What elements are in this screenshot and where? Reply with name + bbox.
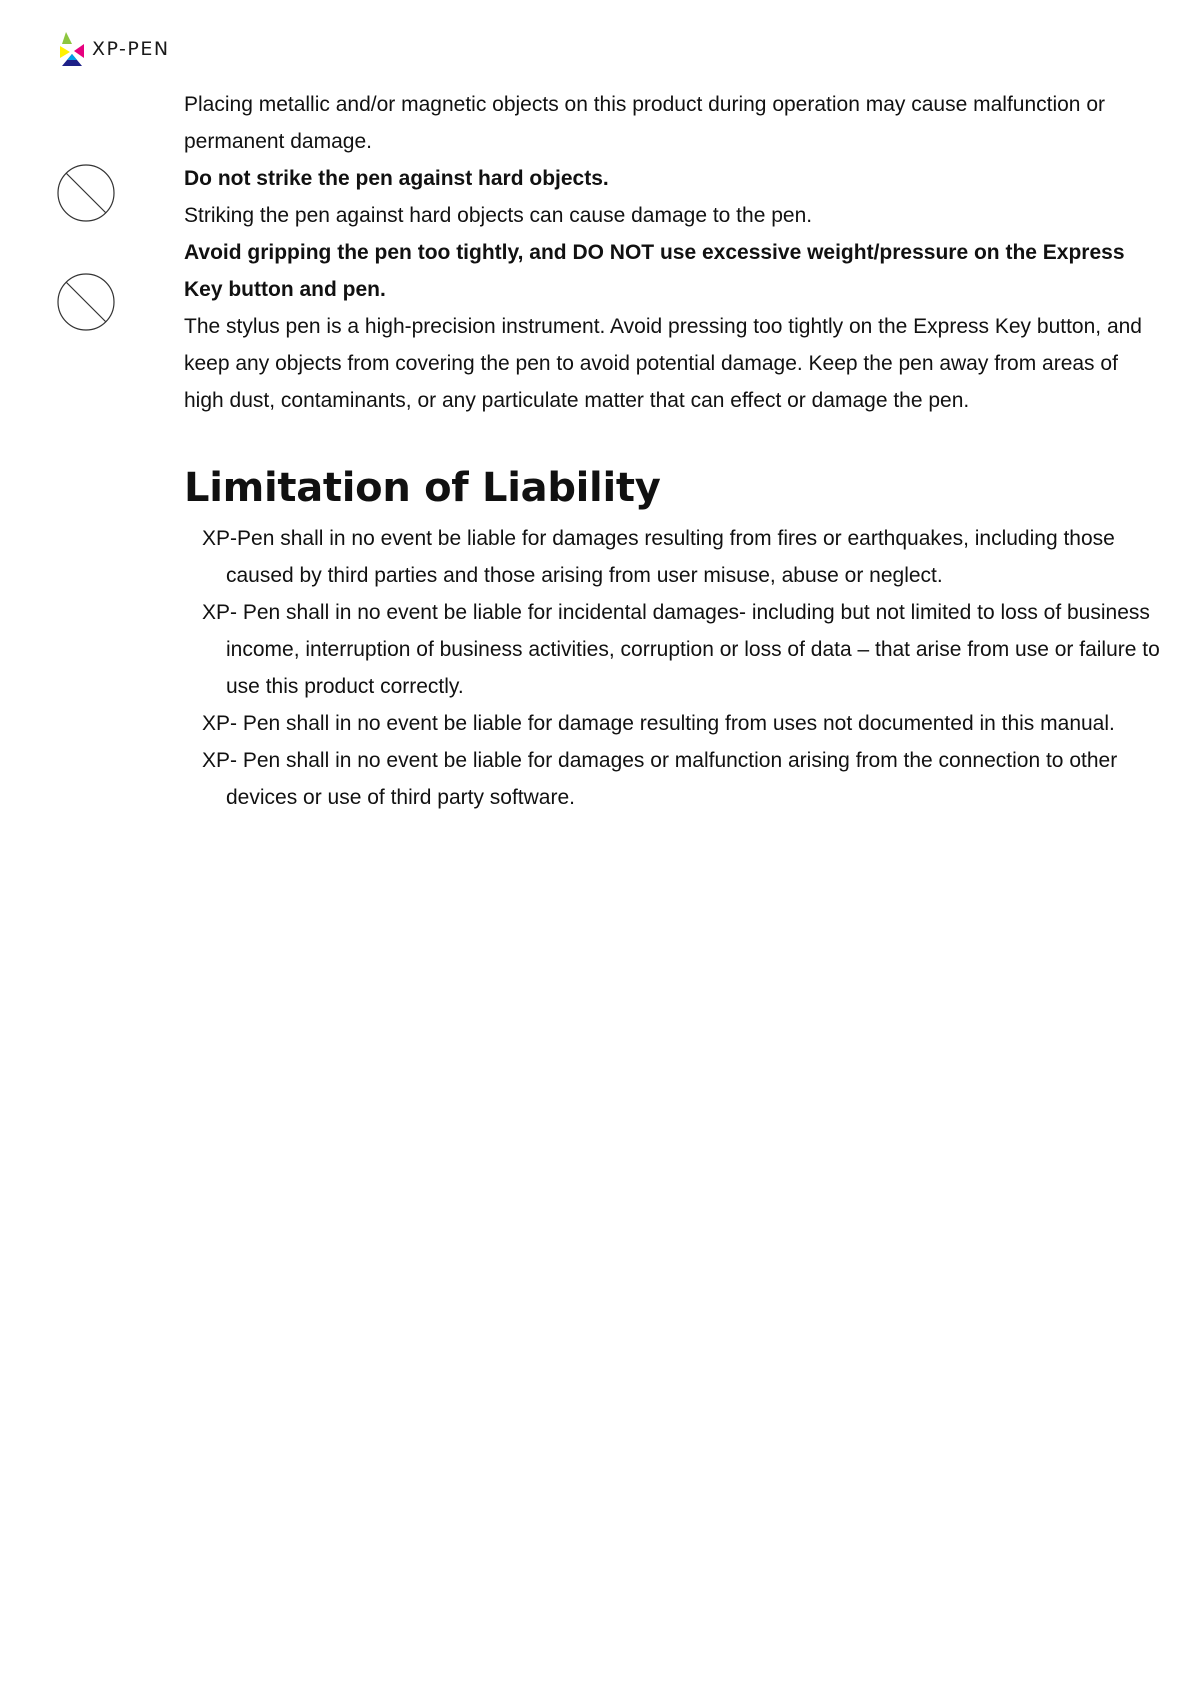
prohibited-icon [56,272,116,332]
liability-list [202,520,1162,816]
warning-title: Do not strike the pen against hard objects. [184,167,609,190]
list-item: XP- Pen shall in no event be liable for damage resulting from uses not documented in this manual. [202,712,1115,735]
warning-body: The stylus pen is a high-precision instrument. Avoid pressing too tightly on the Express Key button, and keep any objects from covering the pen to avoid potential damage. Keep the pen away from areas of high dust, contaminants, or any particulate matter that can effect or damage the pen. [184,315,1142,412]
warning-intro: Placing metallic and/or magnetic objects on this product during operation may cause malfunction or permanent damage. [184,93,1105,153]
brand-logo [58,30,170,68]
xp-pen-logo-icon [58,30,86,68]
prohibited-icon [56,163,116,223]
section-heading-limitation-of-liability: Limitation of Liability [184,465,661,511]
warning-title: Avoid gripping the pen too tightly, and DO NOT use excessive weight/pressure on the Express Key button and pen. [184,241,1125,301]
list-item: XP- Pen shall in no event be liable for damages or malfunction arising from the connection to other devices or use of third party software. [202,749,1118,809]
warnings-section [184,86,1144,419]
warning-body: Striking the pen against hard objects can cause damage to the pen. [184,204,813,227]
brand-name: XP-PEN [92,38,170,60]
list-item: XP- Pen shall in no event be liable for incidental damages- including but not limited to loss of business income, interruption of business activities, corruption or loss of data – that arise from use or failure to use this product correctly. [202,601,1160,698]
list-item: XP-Pen shall in no event be liable for damages resulting from fires or earthquakes, including those caused by third parties and those arising from user misuse, abuse or neglect. [202,527,1115,587]
